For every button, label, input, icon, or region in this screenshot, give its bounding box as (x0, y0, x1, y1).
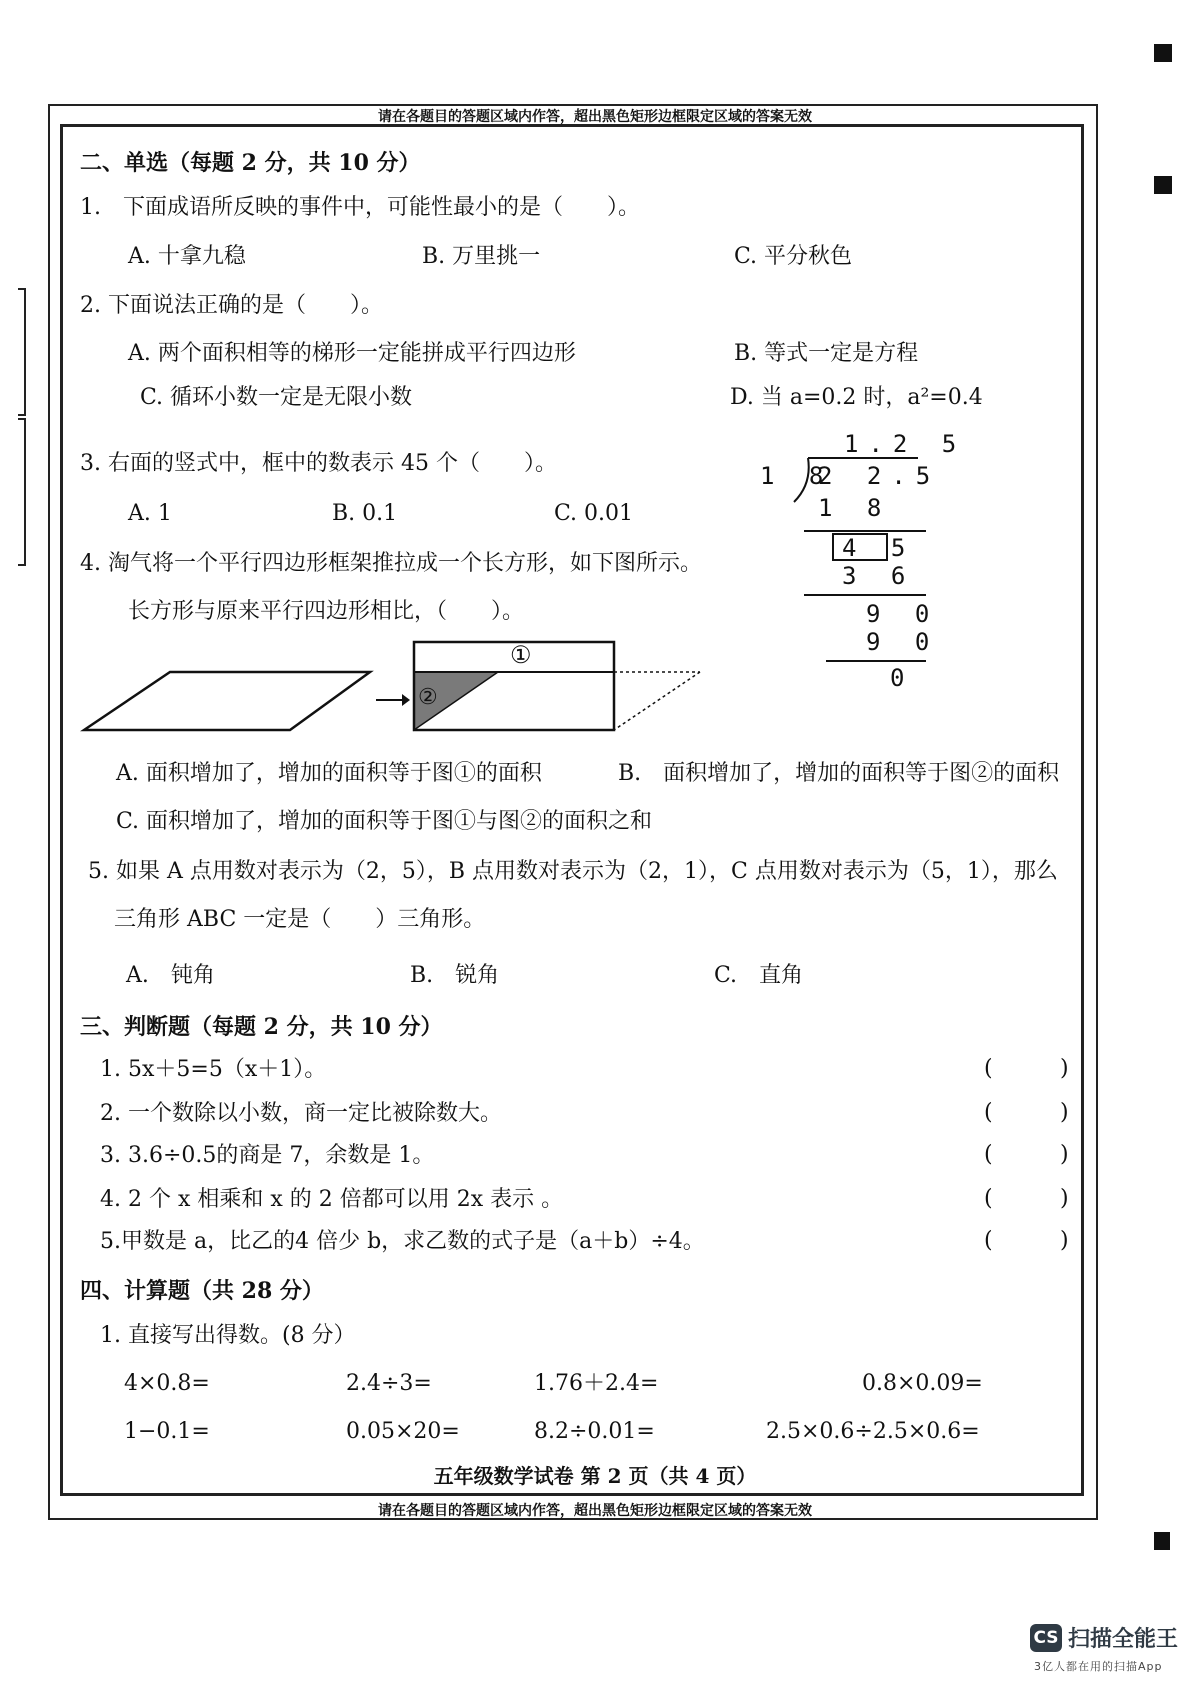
parallelogram-shape (84, 672, 370, 730)
registration-mark-mid (1154, 176, 1172, 194)
answer-paren-right-5: ) (1060, 1228, 1069, 1253)
camscanner-name: 扫描全能王 (1068, 1627, 1179, 1652)
division-step-2: 4 5 (842, 534, 916, 562)
division-quotient: 1.2 5 (844, 430, 967, 458)
q2-option-c: C. 循环小数一定是无限小数 (140, 385, 413, 410)
calc-row1-item2: 2.4÷3= (346, 1371, 432, 1396)
answer-paren-right-2: ) (1060, 1100, 1069, 1125)
judge-item-3: 3. 3.6÷0.5的商是 7，余数是 1。 (100, 1143, 435, 1168)
q1-option-a: A. 十拿九稳 (128, 244, 246, 269)
q3-stem: 3. 右面的竖式中，框中的数表示 45 个（ ）。 (80, 451, 557, 476)
q5-stem-2: 三角形 ABC 一定是（ ）三角形。 (114, 907, 486, 932)
section2-title: 二、单选（每题 2 分，共 10 分） (80, 150, 421, 176)
q3-option-c: C. 0.01 (554, 501, 634, 526)
q2-option-b: B. 等式一定是方程 (734, 341, 919, 366)
section4-title: 四、计算题（共 28 分） (80, 1278, 324, 1304)
answer-notice-bottom: 请在各题目的答题区域内作答，超出黑色矩形边框限定区域的答案无效 (378, 1503, 812, 1519)
calc-sub1-title: 1. 直接写出得数。(8 分） (100, 1323, 356, 1348)
q4-stem: 4. 淘气将一个平行四边形框架推拉成一个长方形，如下图所示。 (80, 551, 702, 576)
division-rule-2 (804, 594, 926, 596)
division-step-1: 1 8 (818, 494, 892, 522)
division-step-4: 9 0 (866, 600, 940, 628)
q5-stem: 5. 如果 A 点用数对表示为（2，5），B 点用数对表示为（2，1），C 点用数对表示为（5，1），那么 (88, 859, 1058, 884)
q1-option-b: B. 万里挑一 (422, 244, 541, 269)
binding-bracket-2 (18, 418, 26, 566)
division-divisor: 1 8 (760, 462, 834, 490)
page-footer: 五年级数学试卷 第 2 页（共 4 页） (433, 1464, 757, 1488)
q1-option-c: C. 平分秋色 (734, 244, 853, 269)
q5-option-a: A. 钝角 (126, 963, 215, 988)
binding-bracket-1 (18, 288, 26, 416)
answer-paren-left-2: ( (984, 1100, 993, 1125)
answer-paren-right-4: ) (1060, 1186, 1069, 1211)
calc-row2-item2: 0.05×20= (346, 1419, 460, 1444)
calc-row2-item1: 1−0.1= (124, 1419, 210, 1444)
calc-row1-item3: 1.76＋2.4= (534, 1371, 659, 1396)
q3-option-b: B. 0.1 (332, 501, 398, 526)
q3-option-a: A. 1 (128, 501, 172, 526)
answer-paren-left-4: ( (984, 1186, 993, 1211)
q4-option-a: A. 面积增加了，增加的面积等于图①的面积 (116, 761, 542, 786)
q2-option-a: A. 两个面积相等的梯形一定能拼成平行四边形 (128, 341, 576, 366)
division-dividend: 2 2.5 (818, 462, 941, 490)
calc-row2-item3: 8.2÷0.01= (534, 1419, 655, 1444)
q2-stem: 2. 下面说法正确的是（ ）。 (80, 293, 383, 318)
camscanner-logo-icon: CS (1030, 1624, 1062, 1652)
q4-figure (80, 636, 720, 736)
answer-notice-top: 请在各题目的答题区域内作答，超出黑色矩形边框限定区域的答案无效 (378, 109, 812, 125)
answer-paren-right-1: ) (1060, 1056, 1069, 1081)
q1-stem: 1. 下面成语所反映的事件中，可能性最小的是（ ）。 (80, 195, 640, 220)
calc-row2-item4: 2.5×0.6÷2.5×0.6= (766, 1419, 980, 1444)
division-step-3: 3 6 (842, 562, 916, 590)
answer-paren-right-3: ) (1060, 1142, 1069, 1167)
answer-paren-left-1: ( (984, 1056, 993, 1081)
judge-item-2: 2. 一个数除以小数，商一定比被除数大。 (100, 1101, 502, 1126)
judge-item-1: 1. 5x＋5=5（x＋1）。 (100, 1057, 327, 1082)
judge-item-4: 4. 2 个 x 相乘和 x 的 2 倍都可以用 2x 表示 。 (100, 1187, 564, 1212)
q5-option-c: C. 直角 (714, 963, 804, 988)
q5-option-b: B. 锐角 (410, 963, 500, 988)
division-rule-1 (804, 530, 926, 532)
q4-stem-2: 长方形与原来平行四边形相比，（ ）。 (128, 599, 525, 624)
region-2-label: ② (418, 685, 438, 710)
region-1-label: ① (510, 641, 532, 669)
q4-option-c: C. 面积增加了，增加的面积等于图①与图②的面积之和 (116, 809, 653, 834)
camscanner-tagline: 3亿人都在用的扫描App (1034, 1660, 1163, 1673)
division-remainder: 0 (890, 664, 915, 692)
judge-item-5: 5.甲数是 a，比乙的4 倍少 b，求乙数的式子是（a＋b）÷4。 (100, 1229, 705, 1254)
answer-paren-left-3: ( (984, 1142, 993, 1167)
calc-row1-item1: 4×0.8= (124, 1371, 210, 1396)
section3-title: 三、判断题（每题 2 分，共 10 分） (80, 1014, 443, 1040)
division-rule-3 (826, 660, 926, 662)
division-step-5: 9 0 (866, 628, 940, 656)
dotted-slant (614, 672, 700, 730)
q2-option-d: D. 当 a=0.2 时，a²=0.4 (730, 385, 983, 410)
answer-paren-left-5: ( (984, 1228, 993, 1253)
registration-mark-bottom (1154, 1532, 1170, 1550)
calc-row1-item4: 0.8×0.09= (862, 1371, 983, 1396)
arrow-head (402, 694, 410, 706)
registration-mark-top (1154, 44, 1172, 62)
q4-option-b: B. 面积增加了，增加的面积等于图②的面积 (618, 761, 1060, 786)
